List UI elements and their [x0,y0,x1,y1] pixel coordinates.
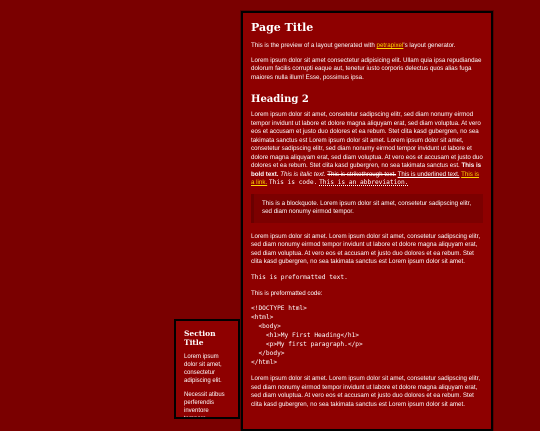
heading-2: Heading 2 [251,94,309,105]
preformatted-text: This is preformatted text. [251,273,348,281]
inline-code: This is code. [268,179,318,186]
italic-text: This is italic text. [280,170,326,178]
underlined-text: This is underlined text. [397,170,460,178]
intro-text-after: 's layout generator. [403,42,456,49]
intro-text-before: This is the preview of a layout generated with [251,42,377,49]
code-block: <!DOCTYPE html> <html> <body> <h1>My First Heading</h1> <p>My first paragraph.</p> </body> </html> [251,305,363,366]
paragraph-text: Lorem ipsum dolor sit amet, consetetur sadipscing elitr, sed diam nonumy eirmod tempor invidunt ut labore et dolore magna aliquyam erat, sed diam voluptua. At vero eos et accusam et justo duo dolores et ea rebum. Stet clita kasd gubergren, no sea takimata sanctus est Lorem ipsum dolor sit amet. Lorem ipsum dolor sit amet, consetetur sadipscing elitr, sed diam nonumy eirmod tempor invidunt ut labore et dolore magna aliquyam erat, sed diam voluptua. At vero eos et accusam et justo duo dolores et ea rebum. Stet clita kasd gubergren, no sea takimata sanctus est. [251,111,483,169]
abbreviation: This is an abbreviation. [319,179,409,186]
bold-text: This is bold text. [251,162,482,178]
intro-paragraph [251,42,483,51]
paragraph: Lorem ipsum dolor sit amet consectetur adipisicing elit. Ullam quia ipsa repudiandae dolorum facilis corrupti eaque aut, tenetur iusto corporis delectus quos alias fuga maiores nulla illum! Esse, possimus ipsa. [251,56,482,81]
blockquote-text: This is a blockquote. Lorem ipsum dolor sit amet, consetetur sadipscing elitr, sed diam nonumy eirmod tempor. [262,199,472,215]
paragraph: Lorem ipsum dolor sit amet. Lorem ipsum dolor sit amet, consetetur sadipscing elitr, sed diam nonumy eirmod tempor invidunt ut labore et dolore magna aliquyam erat, sed diam voluptua. At vero eos et accusam et justo duo dolores et ea rebum. Stet clita kasd gubergren, no sea takimata sanctus est Lorem ipsum dolor sit amet. [251,375,481,408]
paragraph: Lorem ipsum dolor sit amet. Lorem ipsum dolor sit amet, consetetur sadipscing elitr, sed diam nonumy eirmod tempor invidunt ut labore et dolore magna aliquyam erat, sed diam voluptua. At vero eos et accusam et justo duo dolores et ea rebum. Stet clita kasd gubergren, no sea takimata sanctus est Lorem ipsum dolor sit amet. [251,232,481,265]
main-content [241,11,493,431]
preformatted-code-label: This is preformatted code: [251,289,323,297]
petrapixel-link[interactable]: petrapixel [376,42,404,49]
sidebar-section [174,319,240,419]
blockquote [251,194,483,223]
strikethrough-text: This is strikethrough text. [327,170,397,178]
section-title: Section Title [184,329,216,347]
formatting-paragraph [251,111,483,188]
page-title: Page Title [251,21,314,34]
example-link[interactable]: This is a link. [251,170,480,186]
sidebar-paragraph: Lorem ipsum dolor sit amet, consectetur adipiscing elit. [184,354,222,384]
sidebar-paragraph: Necessit atibus perferendis inventore tempore [184,392,225,419]
